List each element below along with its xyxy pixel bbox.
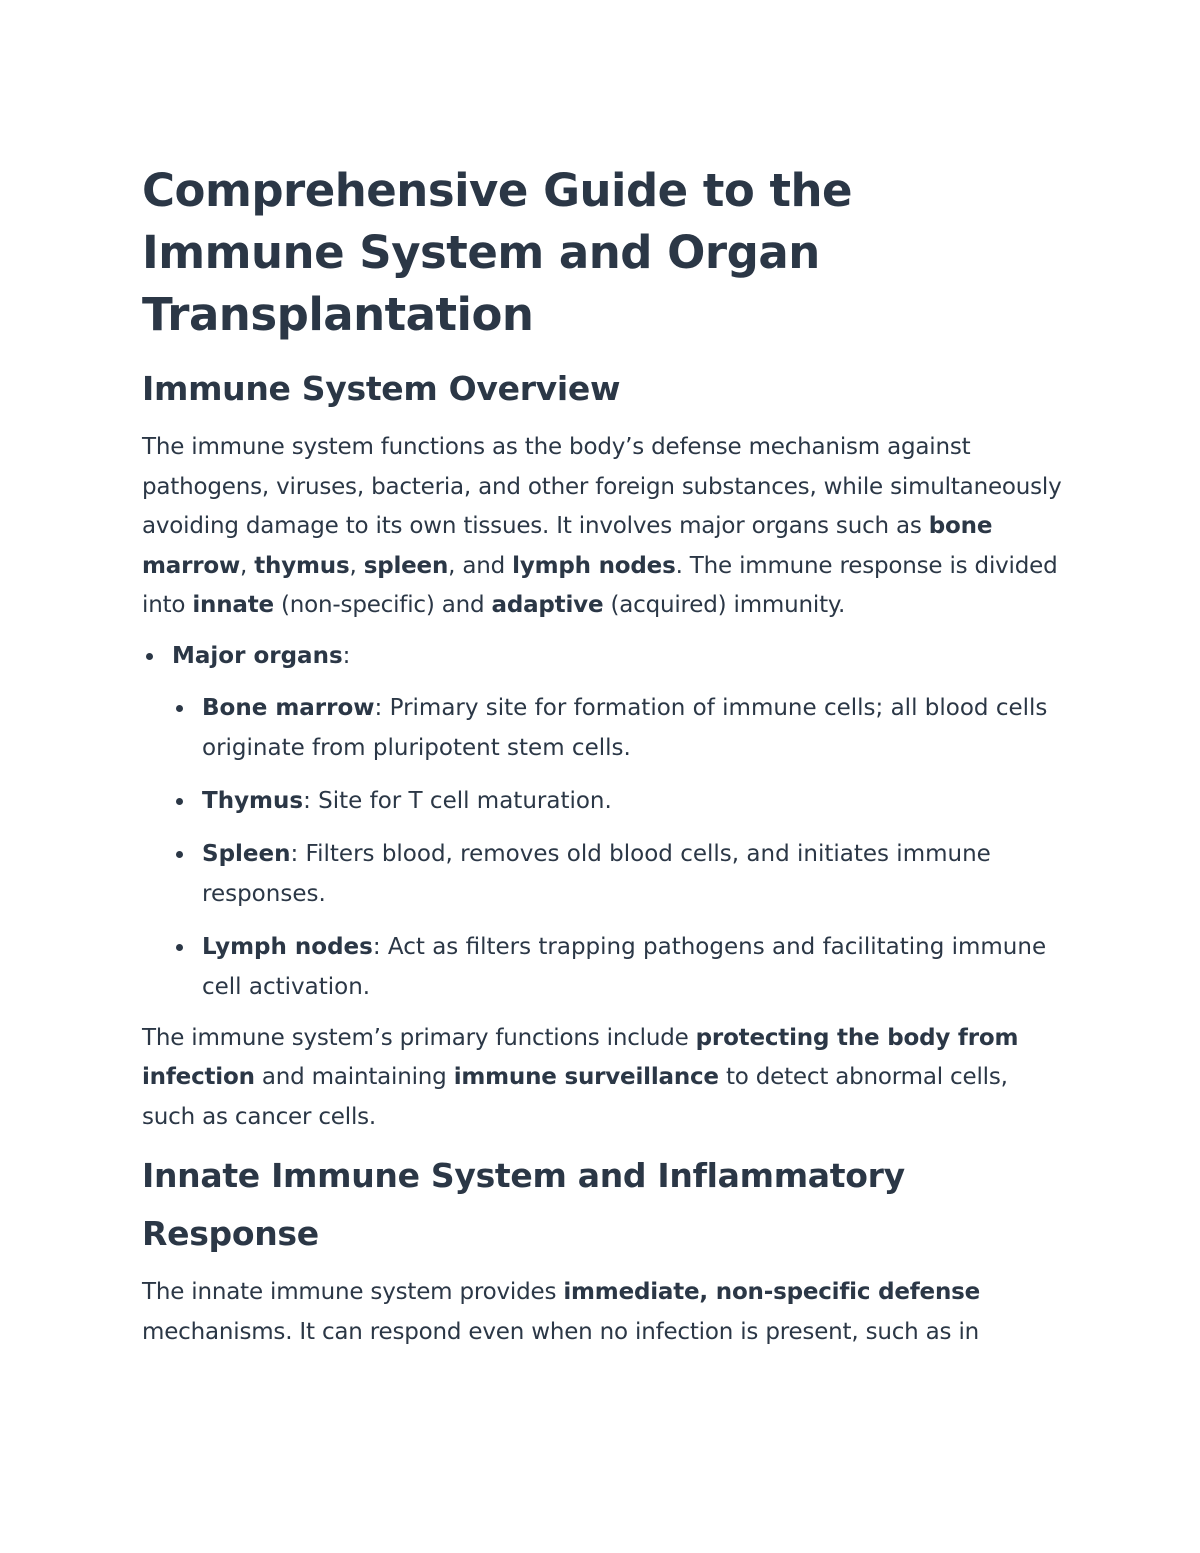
list-item-major-organs	[142, 636, 1062, 1007]
organ-term: Lymph nodes	[202, 933, 373, 960]
major-organs-list	[142, 636, 1062, 1007]
bullet-icon	[146, 653, 153, 660]
organ-term: Thymus	[202, 787, 304, 814]
bold-term: spleen	[363, 552, 449, 579]
list-label-colon: :	[342, 642, 351, 669]
bold-term: thymus	[254, 552, 350, 579]
text-span: , and	[448, 552, 513, 579]
text-span: ,	[349, 552, 364, 579]
text-span: mechanisms. It can respond even when no infection is present, such as in	[142, 1318, 980, 1345]
text-span: The immune system functions as the body’s defense mechanism against pathogens, viruses, bacteria, and other foreign substances, while simultaneously avoiding damage to its own tissues. It involves major organs such as	[142, 434, 1062, 539]
paragraph-immune-functions	[142, 1019, 1062, 1138]
bold-term: immune surveillance	[453, 1064, 719, 1090]
bullet-icon	[176, 798, 183, 805]
document-page	[142, 160, 1062, 1362]
list-item-lymph-nodes	[172, 927, 1062, 1007]
text-span: The innate immune system provides	[142, 1279, 564, 1305]
bullet-icon	[176, 851, 183, 858]
organ-term: Spleen	[202, 840, 291, 867]
text-span: ,	[240, 552, 255, 579]
document-title: Comprehensive Guide to the Immune System and Organ Transplantation	[142, 164, 853, 341]
bold-term: bone marrow	[142, 513, 993, 579]
organ-term: Bone marrow	[202, 694, 375, 721]
text-span: and maintaining	[254, 1064, 454, 1090]
paragraph-innate-immune	[142, 1273, 1062, 1352]
text-span: (non-specific) and	[273, 592, 492, 618]
organ-description: : Act as filters trapping pathogens and facilitating immune cell activation.	[202, 933, 1047, 1000]
bold-term: innate	[192, 592, 274, 618]
section-heading-innate-immune: Innate Immune System and Inflammatory Response	[142, 1156, 905, 1253]
text-span: The immune system’s primary functions include	[142, 1024, 696, 1051]
text-span: . The immune response is divided into	[142, 552, 1058, 618]
section-heading-immune-overview: Immune System Overview	[142, 369, 621, 408]
bold-term: adaptive	[491, 592, 604, 618]
list-item-thymus	[172, 781, 1062, 821]
organ-description: : Filters blood, removes old blood cells, and initiates immune responses.	[202, 840, 991, 907]
bold-term: protecting the body from infection	[142, 1024, 1019, 1090]
organs-sublist	[172, 688, 1062, 1007]
bold-term: immediate, non-specific defense	[563, 1279, 981, 1305]
bullet-icon	[176, 705, 183, 712]
organ-description: : Primary site for formation of immune cells; all blood cells originate from pluripotent stem cells.	[202, 694, 1048, 761]
paragraph-immune-overview	[142, 428, 1062, 626]
text-span: to detect abnormal cells, such as cancer cells.	[142, 1064, 1008, 1130]
bullet-icon	[176, 944, 183, 951]
list-label: Major organs	[172, 642, 343, 669]
organ-description: : Site for T cell maturation.	[303, 787, 612, 814]
text-span: (acquired) immunity.	[603, 592, 846, 618]
list-item-spleen	[172, 834, 1062, 914]
bold-term: lymph nodes	[512, 552, 676, 579]
list-item-bone-marrow	[172, 688, 1062, 768]
